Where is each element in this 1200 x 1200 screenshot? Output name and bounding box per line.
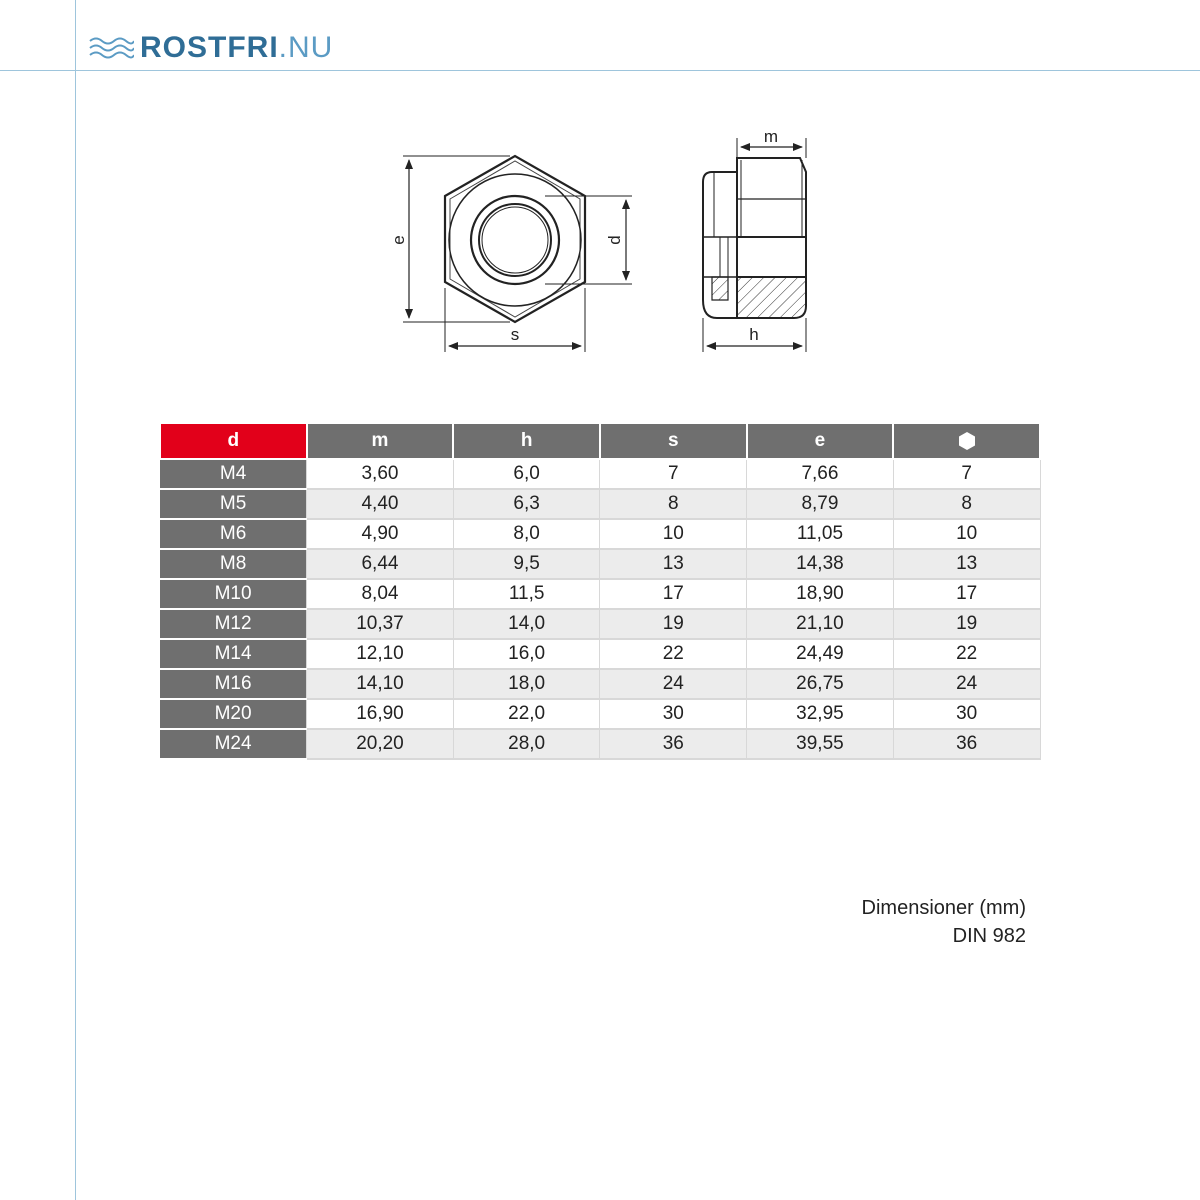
row-header-thread-size: M6 [160,519,307,549]
dimension-label-s: s [510,325,520,344]
table-cell: 8,79 [747,489,894,519]
table-cell: 16,0 [453,639,600,669]
table-cell: 39,55 [747,729,894,759]
nut-front-view [389,156,632,352]
table-cell: 13 [893,549,1040,579]
dimension-label-e: e [389,235,408,245]
table-cell: 11,05 [747,519,894,549]
column-header-h: h [453,423,600,459]
row-header-thread-size: M5 [160,489,307,519]
table-cell: 10,37 [307,609,454,639]
table-cell: 8 [600,489,747,519]
table-header-row [160,423,1040,459]
table-cell: 18,90 [747,579,894,609]
table-row [160,699,1040,729]
table-cell: 14,0 [453,609,600,639]
standard-note: DIN 982 [952,925,1026,947]
row-header-thread-size: M10 [160,579,307,609]
table-cell: 6,0 [453,459,600,489]
table-cell: 24 [600,669,747,699]
table-cell: 22,0 [453,699,600,729]
table-cell: 4,90 [307,519,454,549]
dimension-label-m: m [763,127,779,146]
column-header-d: d [160,423,307,459]
dimension-label-h: h [749,325,759,344]
table-cell: 30 [893,699,1040,729]
table-cell: 24,49 [747,639,894,669]
nut-side-view [703,127,806,352]
table-cell: 13 [600,549,747,579]
table-cell: 22 [600,639,747,669]
table-row [160,639,1040,669]
table-cell: 9,5 [453,549,600,579]
table-cell: 8,04 [307,579,454,609]
table-cell: 10 [893,519,1040,549]
table-cell: 12,10 [307,639,454,669]
table-body [160,459,1040,759]
table-cell: 10 [600,519,747,549]
brand-tld: .NU [278,31,334,64]
column-header-wrench-size [893,423,1040,459]
table-cell: 6,44 [307,549,454,579]
table-cell: 8 [893,489,1040,519]
table-cell: 32,95 [747,699,894,729]
table-cell: 4,40 [307,489,454,519]
hexagon-icon [957,431,977,451]
dimension-label-d: d [605,235,624,245]
row-header-thread-size: M16 [160,669,307,699]
table-row [160,669,1040,699]
table-cell: 19 [600,609,747,639]
table-cell: 28,0 [453,729,600,759]
table-cell: 14,38 [747,549,894,579]
column-header-m: m [307,423,454,459]
table-cell: 26,75 [747,669,894,699]
row-header-thread-size: M8 [160,549,307,579]
table-cell: 24 [893,669,1040,699]
table-cell: 19 [893,609,1040,639]
table-cell: 7,66 [747,459,894,489]
table-cell: 7 [893,459,1040,489]
table-cell: 8,0 [453,519,600,549]
table-cell: 18,0 [453,669,600,699]
table-row [160,609,1040,639]
nut-technical-drawing [0,0,1200,400]
table-cell: 20,20 [307,729,454,759]
table-cell: 21,10 [747,609,894,639]
row-header-thread-size: M20 [160,699,307,729]
table-cell: 16,90 [307,699,454,729]
brand-name: ROSTFRI.NU [140,31,334,64]
table-cell: 7 [600,459,747,489]
table-cell: 17 [893,579,1040,609]
table-cell: 11,5 [453,579,600,609]
footnote [862,894,1026,950]
table-row [160,519,1040,549]
table-row [160,459,1040,489]
table-row [160,729,1040,759]
table-cell: 36 [893,729,1040,759]
table-cell: 36 [600,729,747,759]
table-row [160,489,1040,519]
row-header-thread-size: M24 [160,729,307,759]
table-cell: 3,60 [307,459,454,489]
table-row [160,549,1040,579]
units-note: Dimensioner (mm) [861,897,1026,919]
table-cell: 22 [893,639,1040,669]
row-header-thread-size: M12 [160,609,307,639]
table-row [160,579,1040,609]
table-cell: 6,3 [453,489,600,519]
dimension-table [159,422,1041,760]
row-header-thread-size: M14 [160,639,307,669]
column-header-e: e [747,423,894,459]
column-header-s: s [600,423,747,459]
row-header-thread-size: M4 [160,459,307,489]
table-cell: 17 [600,579,747,609]
table-cell: 14,10 [307,669,454,699]
table-cell: 30 [600,699,747,729]
